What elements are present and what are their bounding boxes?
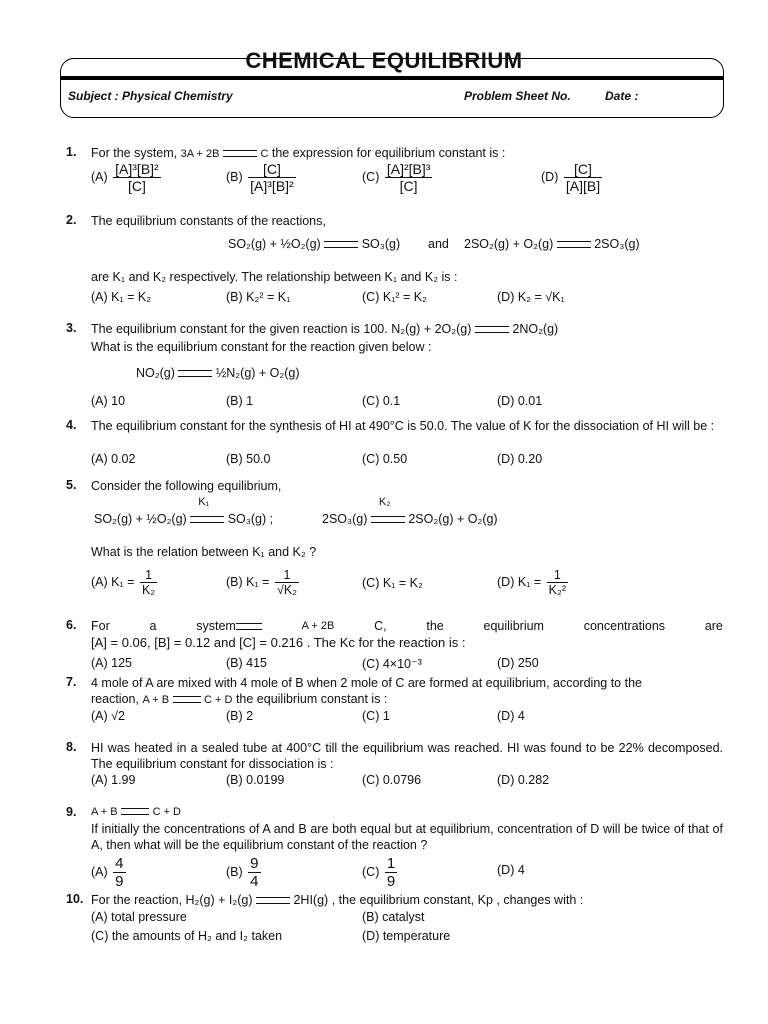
question-stem <box>91 145 505 162</box>
equation-right: SO₃(g) ; <box>227 512 274 526</box>
date-label: Date : <box>605 89 639 103</box>
denominator: √K₂ <box>276 583 298 597</box>
fraction <box>275 568 299 597</box>
numerator: 4 <box>115 855 124 872</box>
equation-left: 2SO₂(g) + O₂(g) <box>464 237 554 251</box>
fraction <box>113 161 161 194</box>
numerator: 1 <box>386 855 396 872</box>
option-d[interactable]: (D) K₂ = √K₁ <box>497 290 565 304</box>
option-a[interactable]: (A) total pressure <box>91 910 187 924</box>
numerator: [C] <box>564 161 602 178</box>
option-label: (B) K₁ = <box>226 574 270 589</box>
equation-left: 3A + 2B <box>180 148 220 160</box>
option-a[interactable]: (A) 1.99 <box>91 773 136 787</box>
option-b[interactable]: (B) 415 <box>226 656 267 670</box>
option-b[interactable] <box>226 161 298 194</box>
question-stem-2: What is the equilibrium constant for the reaction given below : <box>91 340 432 354</box>
option-c[interactable]: (C) the amounts of H₂ and I₂ taken <box>91 929 283 943</box>
equation-right: SO₃(g) <box>361 237 401 251</box>
option-label: (D) K₁ = <box>497 574 542 589</box>
option-a[interactable]: (A) 0.02 <box>91 452 136 466</box>
option-a[interactable] <box>91 161 163 194</box>
denominator: [A][B] <box>565 178 601 194</box>
option-d[interactable]: (D) 4 <box>497 709 525 723</box>
reaction-2 <box>464 237 640 251</box>
arrow-with-constant <box>371 496 405 526</box>
equation-right: 2HI(g) <box>293 893 329 907</box>
question-number: 10. <box>66 892 84 906</box>
question-number: 6. <box>66 618 77 632</box>
equilibrium-arrows-icon <box>371 515 405 524</box>
arrow-with-constant <box>190 496 224 526</box>
fraction <box>385 161 433 194</box>
fraction <box>140 568 157 597</box>
option-b[interactable]: (B) K₂² = K₁ <box>226 290 291 304</box>
constant-label: K₂ <box>378 496 391 508</box>
question-stem-2: What is the relation between K₁ and K₂ ? <box>91 545 317 559</box>
option-d[interactable]: (D) 250 <box>497 656 539 670</box>
option-a[interactable] <box>91 568 159 597</box>
equilibrium-arrows-icon <box>324 240 358 249</box>
question-equation <box>91 803 181 820</box>
equation-left: SO₂(g) + ½O₂(g) <box>228 237 321 251</box>
and-text: and <box>428 237 449 251</box>
question-stem: The equilibrium constants of the reactions, <box>91 214 326 228</box>
option-c[interactable]: (C) 0.50 <box>362 452 408 466</box>
denominator: 4 <box>250 873 259 890</box>
equation-left: H₂(g) + I₂(g) <box>185 893 253 907</box>
equilibrium-arrows-icon <box>121 807 149 816</box>
question-stem: HI was heated in a sealed tube at 400°C till the equilibrium was reached. HI was found to be 22% decomposed. The equilibrium constant for dissociation is : <box>91 741 723 771</box>
stem-word: For <box>91 619 110 633</box>
stem-word: concentrations <box>583 619 666 633</box>
option-d[interactable] <box>541 161 604 194</box>
denominator: 9 <box>386 873 396 890</box>
question-number: 9. <box>66 805 77 819</box>
option-c[interactable]: (C) 0.0796 <box>362 773 422 787</box>
header-box <box>60 58 724 118</box>
question-number: 8. <box>66 740 77 754</box>
equation-left: SO₂(g) + ½O₂(g) <box>94 512 187 526</box>
stem-text: reaction, <box>91 692 139 706</box>
option-c[interactable]: (C) 0.1 <box>362 394 401 408</box>
equilibrium-arrows-icon <box>256 896 290 905</box>
option-d[interactable]: (D) 0.20 <box>497 452 543 466</box>
stem-word: equilibrium <box>483 619 544 633</box>
option-b[interactable]: (B) 1 <box>226 394 254 408</box>
equilibrium-arrows-icon <box>173 695 201 704</box>
option-d[interactable]: (D) temperature <box>362 929 451 943</box>
option-label: (C) <box>362 864 380 879</box>
option-b[interactable]: (B) 50.0 <box>226 452 271 466</box>
equation-right: C, <box>374 619 387 633</box>
option-label: (B) <box>226 864 243 879</box>
question-stem: If initially the concentrations of A and B are both equal but at equilibrium, concentration of D will be twice of that of A, then what will be the equilibrium constant of the reaction ? <box>91 822 723 852</box>
reaction-1 <box>94 496 274 526</box>
equation-right: ½N₂(g) + O₂(g) <box>215 366 300 380</box>
option-d[interactable]: (D) 0.282 <box>497 773 550 787</box>
numerator: [A]³[B]² <box>115 161 159 177</box>
equation-left: NO₂(g) <box>136 366 175 380</box>
option-c[interactable]: (C) K₁² = K₂ <box>362 290 427 304</box>
stem-text: The equilibrium constant for the given reaction is 100. <box>91 322 388 336</box>
option-d[interactable] <box>497 568 570 597</box>
equation-right: C + D <box>152 806 182 818</box>
question-stem-2 <box>91 691 387 708</box>
denominator: [C] <box>127 178 146 194</box>
denominator: K₂ <box>141 583 156 597</box>
equation-left: A + B <box>91 806 118 818</box>
question-stem: 4 mole of A are mixed with 4 mole of B when 2 mole of C are formed at equilibrium, according to the <box>91 676 642 690</box>
question-number: 3. <box>66 321 77 335</box>
equation-left: A + B <box>142 694 170 706</box>
constant-label: K₁ <box>198 496 210 508</box>
fraction <box>385 855 397 890</box>
equation-left: 2SO₃(g) <box>322 512 368 526</box>
option-a[interactable]: (A) 10 <box>91 394 126 408</box>
equation-right: C <box>260 148 269 160</box>
stem-text: For the system, <box>91 146 178 160</box>
stem-word: a <box>149 619 157 633</box>
numerator: 1 <box>275 568 299 583</box>
option-a[interactable]: (A) K₁ = K₂ <box>91 290 152 304</box>
question-number: 2. <box>66 213 77 227</box>
option-c[interactable]: (C) 4×10⁻³ <box>362 657 422 671</box>
equation-right: 2SO₂(g) + O₂(g) <box>408 512 498 526</box>
option-d[interactable]: (D) 0.01 <box>497 394 543 408</box>
equation-right: C + D <box>204 694 233 706</box>
option-a[interactable]: (A) √2 <box>91 709 125 723</box>
equilibrium-arrows-icon <box>178 369 212 378</box>
option-label: (A) <box>91 864 108 879</box>
reaction <box>136 366 300 380</box>
option-a[interactable]: (A) 125 <box>91 656 132 670</box>
fraction <box>248 161 296 194</box>
numerator: 1 <box>140 568 157 583</box>
page-title: CHEMICAL EQUILIBRIUM <box>245 48 523 73</box>
option-b[interactable]: (B) catalyst <box>362 910 425 924</box>
option-label: (D) <box>541 169 559 184</box>
problem-sheet-label: Problem Sheet No. <box>464 89 571 103</box>
option-d[interactable]: (D) 4 <box>497 863 525 877</box>
option-c[interactable] <box>362 161 434 194</box>
numerator: [A]²[B]³ <box>386 161 431 177</box>
stem-text: the expression for equilibrium constant is : <box>271 146 506 160</box>
question-stem-2: [A] = 0.06, [B] = 0.12 and [C] = 0.216 . The Kc for the reaction is : <box>91 635 466 650</box>
option-label: (A) K₁ = <box>91 574 135 589</box>
header-rule <box>60 76 724 80</box>
fraction <box>547 568 568 597</box>
option-label: (B) <box>226 169 243 184</box>
equilibrium-arrows-icon <box>190 515 224 524</box>
question-stem: The equilibrium constant for the synthesis of HI at 490°C is 50.0. The value of K for the dissociation of HI will be : <box>91 419 715 433</box>
question-number: 5. <box>66 478 77 492</box>
fraction <box>564 161 602 194</box>
question-number: 1. <box>66 145 77 159</box>
stem-word: the <box>426 619 444 633</box>
equilibrium-arrows-icon <box>475 325 509 334</box>
equation-left: A + 2B <box>301 620 335 632</box>
option-b[interactable]: (B) 2 <box>226 709 254 723</box>
fraction <box>248 855 260 890</box>
stem-text: For the reaction, <box>91 893 183 907</box>
option-c[interactable] <box>362 855 399 890</box>
numerator: 9 <box>250 855 259 872</box>
option-label: (C) <box>362 169 380 184</box>
denominator: K₂² <box>548 583 566 597</box>
equilibrium-arrows-icon <box>223 149 257 158</box>
question-stem-2: are K₁ and K₂ respectively. The relationship between K₁ and K₂ is : <box>91 270 458 284</box>
question-stem <box>91 892 583 908</box>
equation-right: 2SO₃(g) <box>594 237 640 251</box>
option-b[interactable]: (B) 0.0199 <box>226 773 285 787</box>
denominator: [C] <box>399 178 418 194</box>
subject-label: Subject : Physical Chemistry <box>68 89 233 103</box>
option-a[interactable] <box>91 855 128 890</box>
option-c[interactable]: (C) 1 <box>362 709 390 723</box>
stem-word: are <box>704 619 723 633</box>
stem-text: the equilibrium constant is : <box>235 692 388 706</box>
stem-word <box>196 618 262 634</box>
question-stem <box>91 618 723 634</box>
equilibrium-arrows-icon <box>236 622 262 631</box>
numerator: 1 <box>547 568 568 583</box>
equation-left: N₂(g) + 2O₂(g) <box>391 322 472 336</box>
denominator: [A]³[B]² <box>250 178 294 194</box>
option-b[interactable] <box>226 568 301 597</box>
question-stem: Consider the following equilibrium, <box>91 479 282 493</box>
question-stem <box>91 321 558 337</box>
stem-word-text: system <box>196 619 236 633</box>
option-label: (A) <box>91 169 108 184</box>
question-number: 4. <box>66 418 77 432</box>
equation-right: 2NO₂(g) <box>512 322 559 336</box>
stem-text: , the equilibrium constant, Kp , changes with : <box>331 893 584 907</box>
question-number: 7. <box>66 675 77 689</box>
option-c[interactable]: (C) K₁ = K₂ <box>362 576 423 590</box>
option-b[interactable] <box>226 855 263 890</box>
numerator: [C] <box>248 161 296 178</box>
fraction <box>113 855 125 890</box>
reaction-1 <box>228 237 400 251</box>
equilibrium-arrows-icon <box>557 240 591 249</box>
reaction-2 <box>322 496 498 526</box>
denominator: 9 <box>115 873 124 890</box>
